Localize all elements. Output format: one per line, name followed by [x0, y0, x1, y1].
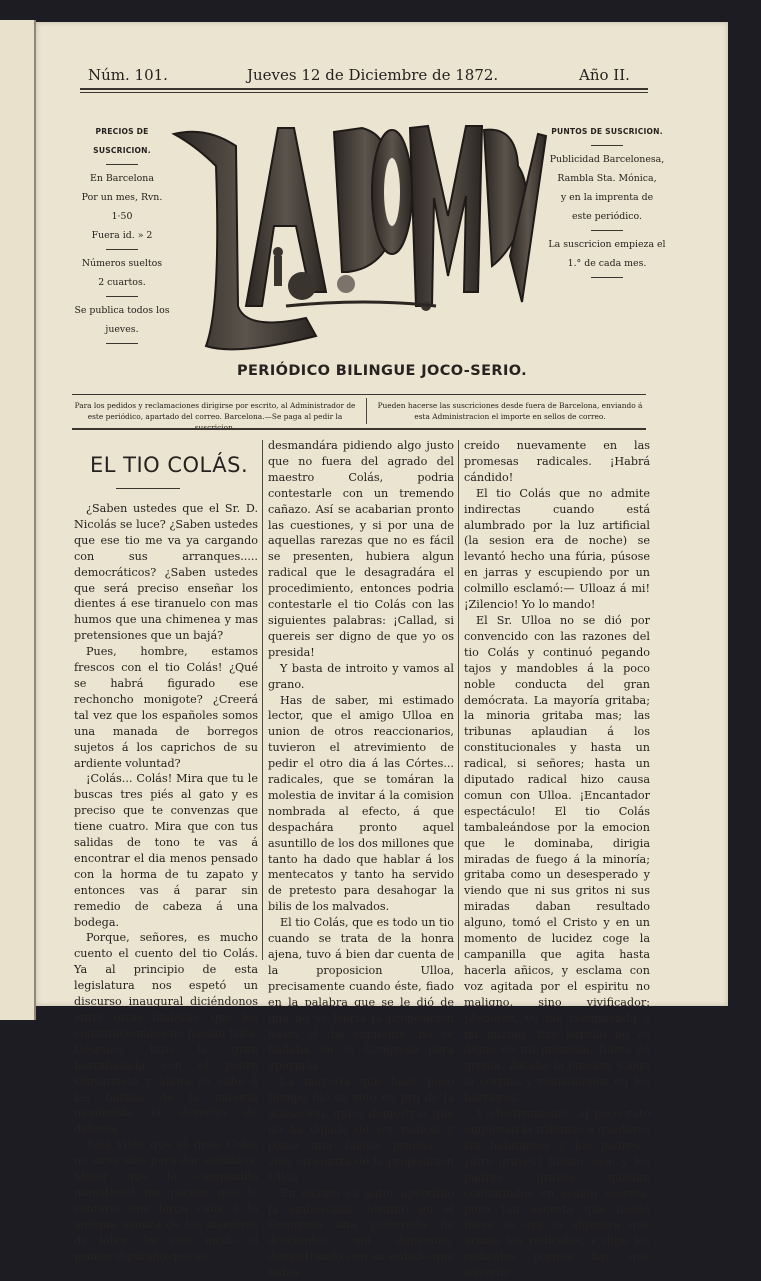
notice-rule-bottom	[72, 428, 646, 430]
single-issue-line: 2 cuartos.	[98, 277, 146, 288]
paragraph: La mayoría que hace poco tiempo dió su voto en pró de la acusacion, quiso demostrar que no ha dejado de ser radical y como una buena prueba...... votó en contra de la proposicion Ulloa.	[268, 1075, 454, 1184]
paragraph: Has de saber, mi estimado lector, que el amigo Ulloa en union de otros reaccionarios, tuvieron el atrevimiento de pedir el otro dia á las Córtes... radicales, que se tomáran la molestia de invitar á la comision nombrada al efecto, á que despachára pronto aquel asuntillo de los dos millones que tanto ha dado que hablar á los mentecatos y tanto ha servido de pretesto para desahogar la bilis de los malvados.	[268, 693, 454, 914]
price-line: Fuera id. » 2	[91, 230, 153, 241]
paragraph: El tio Colás que no admite indirectas cuando está alumbrado por la luz artificial (la sesion era de noche) se levantó hecho una fúria, púsose en jarras y escupiendo por un colmillo esclamó:— Ulloaz á mi! ¡Zilencio! Yo lo mando!	[464, 486, 650, 612]
paragraph: Pues, hombre, estamos frescos con el tio Colás! ¿Qué se habrá figurado ese rechoncho monigote? ¿Creerá tal vez que los españoles somos una manada de borregos sujetos á los caprichos de su ardiente voluntad?	[74, 645, 258, 770]
issue-date: Jueves 12 de Diciembre de 1872.	[247, 66, 499, 84]
subscription-prices-heading: PRECIOS DE SUSCRICION.	[93, 127, 151, 155]
article-title: EL TIO COLÁS.	[90, 453, 249, 477]
newspaper-page	[36, 22, 728, 1280]
paragraph: ¡Colás... Colás! Mira que tu le buscas tres piés al gato y es preciso que te convenzas que tiene cuatro. Mira que con tus salidas de tono te vas á encontrar el dia menos pensado con la horma de tu zapato y entonces vas á parar sin remedio de cabeza á una bodega.	[74, 772, 258, 929]
paragraph: desmandára pidiendo algo justo que no fuera del agrado del maestro Colás, podria contestarle con un tremendo cañazo. Así se acabarian pronto las cuestiones, y si por una de aquellas rarezas que no es fácil se presenten, hubiera algun radical que le desagradára el procedimiento, entonces podria contestarle el tio Colás con las siguientes palabras: ¡Callad, si quereis ser digno de que yo os presida!	[268, 439, 454, 659]
publication-day-line: Se publica todos los	[74, 305, 170, 316]
price-line: Por un mes, Rvn. 1·50	[81, 192, 163, 222]
price-line: En Barcelona	[90, 173, 154, 184]
subscription-prices-box	[72, 122, 172, 348]
subscription-start-line: La suscricion empieza el	[548, 239, 666, 250]
notice-left: Para los pedidos y reclamaciones dirigirse por escrito, al Administrador de este periódico, apartado del correo. Barcelona.—Se paga al pedir la	[74, 401, 356, 421]
issue-year: Año II.	[579, 66, 630, 84]
subscription-point-line: Rambla Sta. Mónica,	[557, 173, 657, 184]
subscription-points-box	[542, 122, 672, 282]
subscription-point-line: Publicidad Barcelonesa,	[549, 154, 665, 165]
column-divider	[262, 440, 263, 960]
notice-right: Pueden hacerse las suscriciones desde fuera de Barcelona, enviando á esta Administracion el importe en sellos de correo.	[377, 401, 643, 421]
article-column-3	[464, 438, 650, 1281]
notice-divider	[366, 398, 367, 424]
notice-rule-top	[72, 394, 646, 395]
paragraph: creido nuevamente en las promesas radicales. ¡Habrá cándido!	[464, 439, 650, 484]
subscription-point-line: y en la imprenta de	[560, 192, 654, 203]
newspaper-subtitle: PERIÓDICO BILINGUE JOCO-SERIO.	[236, 363, 528, 379]
paragraph: Y efectivamente, al poco rato empiezan la tribunas á quedarse sin habitantes y los padres... ¿diré graves? bueno, sea; y los padres graves quedan constituidos en sesion secreta, pero tan secreta que desde fuera se oye la algazara que arman los radicales, y digo los radicales porque hay que advertir	[464, 1107, 650, 1280]
title-underline	[116, 488, 180, 489]
column-divider	[458, 440, 459, 960]
la-bomba-logo	[166, 106, 550, 358]
previous-page-edge	[0, 20, 36, 1020]
publication-day-line: jueves.	[105, 324, 139, 335]
issue-number: Núm. 101.	[88, 66, 168, 84]
article-column-1	[74, 501, 258, 1265]
paragraph: Y basta de introito y vamos al grano.	[268, 661, 454, 691]
article-column-2	[268, 438, 454, 1281]
subscription-points-heading: PUNTOS DE SUSCRICION.	[551, 127, 663, 136]
single-issue-line: Números sueltos	[81, 258, 163, 269]
paragraph: El Sr. Ulloa no se dió por convencido con las razones del tio Colás y continuó pegando tajos y mandobles á la poco noble conducta del gran demócrata. La mayoría gritaba; la minoria gritaba mas; las tribunas aplaudian á los constitucionales y hasta un radical, si señores; hasta un diputado radical hizo causa comun con Ulloa. ¡Encantador espectáculo! El tio Colás tambaleándose por la emocion que le dominaba, dirigia miradas de fuego á la minoría; gritaba como un desesperado y viendo que ni sus gritos ni sus miradas daban resultado alguno, tomó el Cristo y en un momento de lucidez coge la campanilla que agita hasta hacerla añicos, y esclama con voz agitada por el espiritu no maligno, sino vivificador: ¡Zeñorez, yo me recomiendo á mi mizmo. Eze barullo no ez digno de mi prezoma. Bazta de groma. Zacabó la juncion. Caiga la cortina y reunámonoz en los baztiorez.	[464, 613, 650, 1105]
paragraph: ¿Saben ustedes que el Sr. D. Nicolás se luce? ¿Saben ustedes que ese tio me va ya cargando con sus arranques..... democráticos? ¿Saben ustedes que será preciso enseñar los dientes á ese tiranuelo con mas humos que una chimenea y mas pretensiones que un bajá?	[74, 502, 258, 643]
subscription-start-line: 1.° de cada mes.	[567, 258, 647, 269]
paragraph: El tio Colás, que es todo un tio cuando se trata de la honra ajena, tuvo á bien dar cuenta de la proposicion Ulloa, precisamente cuando éste, fiado en la palabra que se le dió de que no se leeria la proposicion hasta el dia siguiente, no se hallaba en el Congreso para apoyarla.	[268, 916, 454, 1073]
subscription-point-line: este periódico.	[571, 211, 643, 222]
paragraph: En cuanto su autor apercibió la emboscada, levantó en el Congreso una polvoreda de doscientos mil demonios, demostrando con su enfado que habia	[268, 1186, 454, 1280]
masthead-rule-thin	[80, 92, 648, 93]
masthead-rule	[80, 88, 648, 90]
paragraph: Porque, señores, es mucho cuento el cuento del tio Colás. Ya al principio de esta legislatura nos espetó un discurso inaugural diciéndonos entre otras lindezas, que los constitucionales no hacian falta. Despues, hizo la gran barrabasada con el pobre Olavarrieta y ahora se sube á las barbas de la minoría negándola el derecho de defensa.	[74, 931, 258, 1136]
paragraph: Está visto que el gran Colás no sirve sino para dar estufidos. Mejor que la campanilla ministerial me parece que le sentaria una larga caña á la antigua usanza de las maestras de labor. De este modo al primer diputado que se	[74, 1138, 258, 1263]
